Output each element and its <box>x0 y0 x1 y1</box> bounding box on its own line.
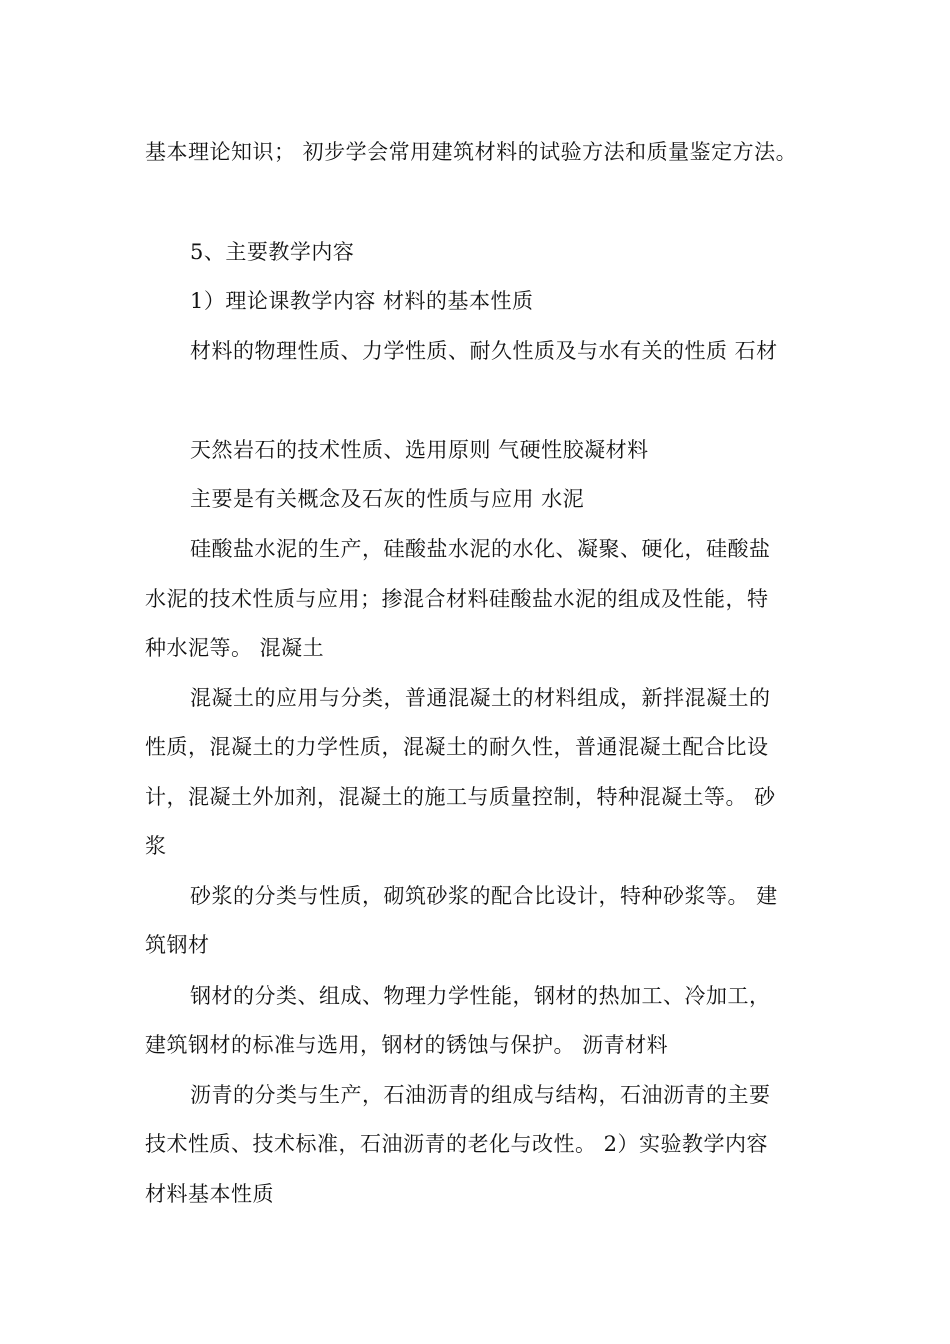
text-line: 种水泥等。 混凝土 <box>145 636 325 660</box>
text-line: 筑钢材 <box>145 933 210 957</box>
text-line: 主要是有关概念及石灰的性质与应用 水泥 <box>190 487 585 511</box>
text-line: 计，混凝土外加剂，混凝土的施工与质量控制，特种混凝土等。 砂 <box>145 785 776 809</box>
text-line: 材料的物理性质、力学性质、耐久性质及与水有关的性质 石材 <box>190 339 778 363</box>
text-line: 水泥的技术性质与应用；掺混合材料硅酸盐水泥的组成及性能，特 <box>145 587 769 611</box>
text-line: 钢材的分类、组成、物理力学性能，钢材的热加工、冷加工， <box>190 984 771 1008</box>
text-line: 混凝土的应用与分类，普通混凝土的材料组成，新拌混凝土的 <box>190 686 771 710</box>
text-line: 基本理论知识； 初步学会常用建筑材料的试验方法和质量鉴定方法。 <box>145 140 798 164</box>
text-line: 技术性质、技术标准，石油沥青的老化与改性。 2）实验教学内容 <box>145 1132 769 1156</box>
text-line: 建筑钢材的标准与选用，钢材的锈蚀与保护。 沥青材料 <box>145 1033 669 1057</box>
text-line: 天然岩石的技术性质、选用原则 气硬性胶凝材料 <box>190 438 649 462</box>
text-line: 性质，混凝土的力学性质，混凝土的耐久性，普通混凝土配合比设 <box>145 735 769 759</box>
text-line: 沥青的分类与生产，石油沥青的组成与结构，石油沥青的主要 <box>190 1083 771 1107</box>
section-heading: 5、主要教学内容 <box>190 240 355 264</box>
text-line: 砂浆的分类与性质，砌筑砂浆的配合比设计，特种砂浆等。 建 <box>190 884 778 908</box>
text-line: 硅酸盐水泥的生产，硅酸盐水泥的水化、凝聚、硬化，硅酸盐 <box>190 537 771 561</box>
text-line: 材料基本性质 <box>145 1182 274 1206</box>
text-line: 浆 <box>145 834 167 858</box>
subsection-heading: 1）理论课教学内容 材料的基本性质 <box>190 289 534 313</box>
